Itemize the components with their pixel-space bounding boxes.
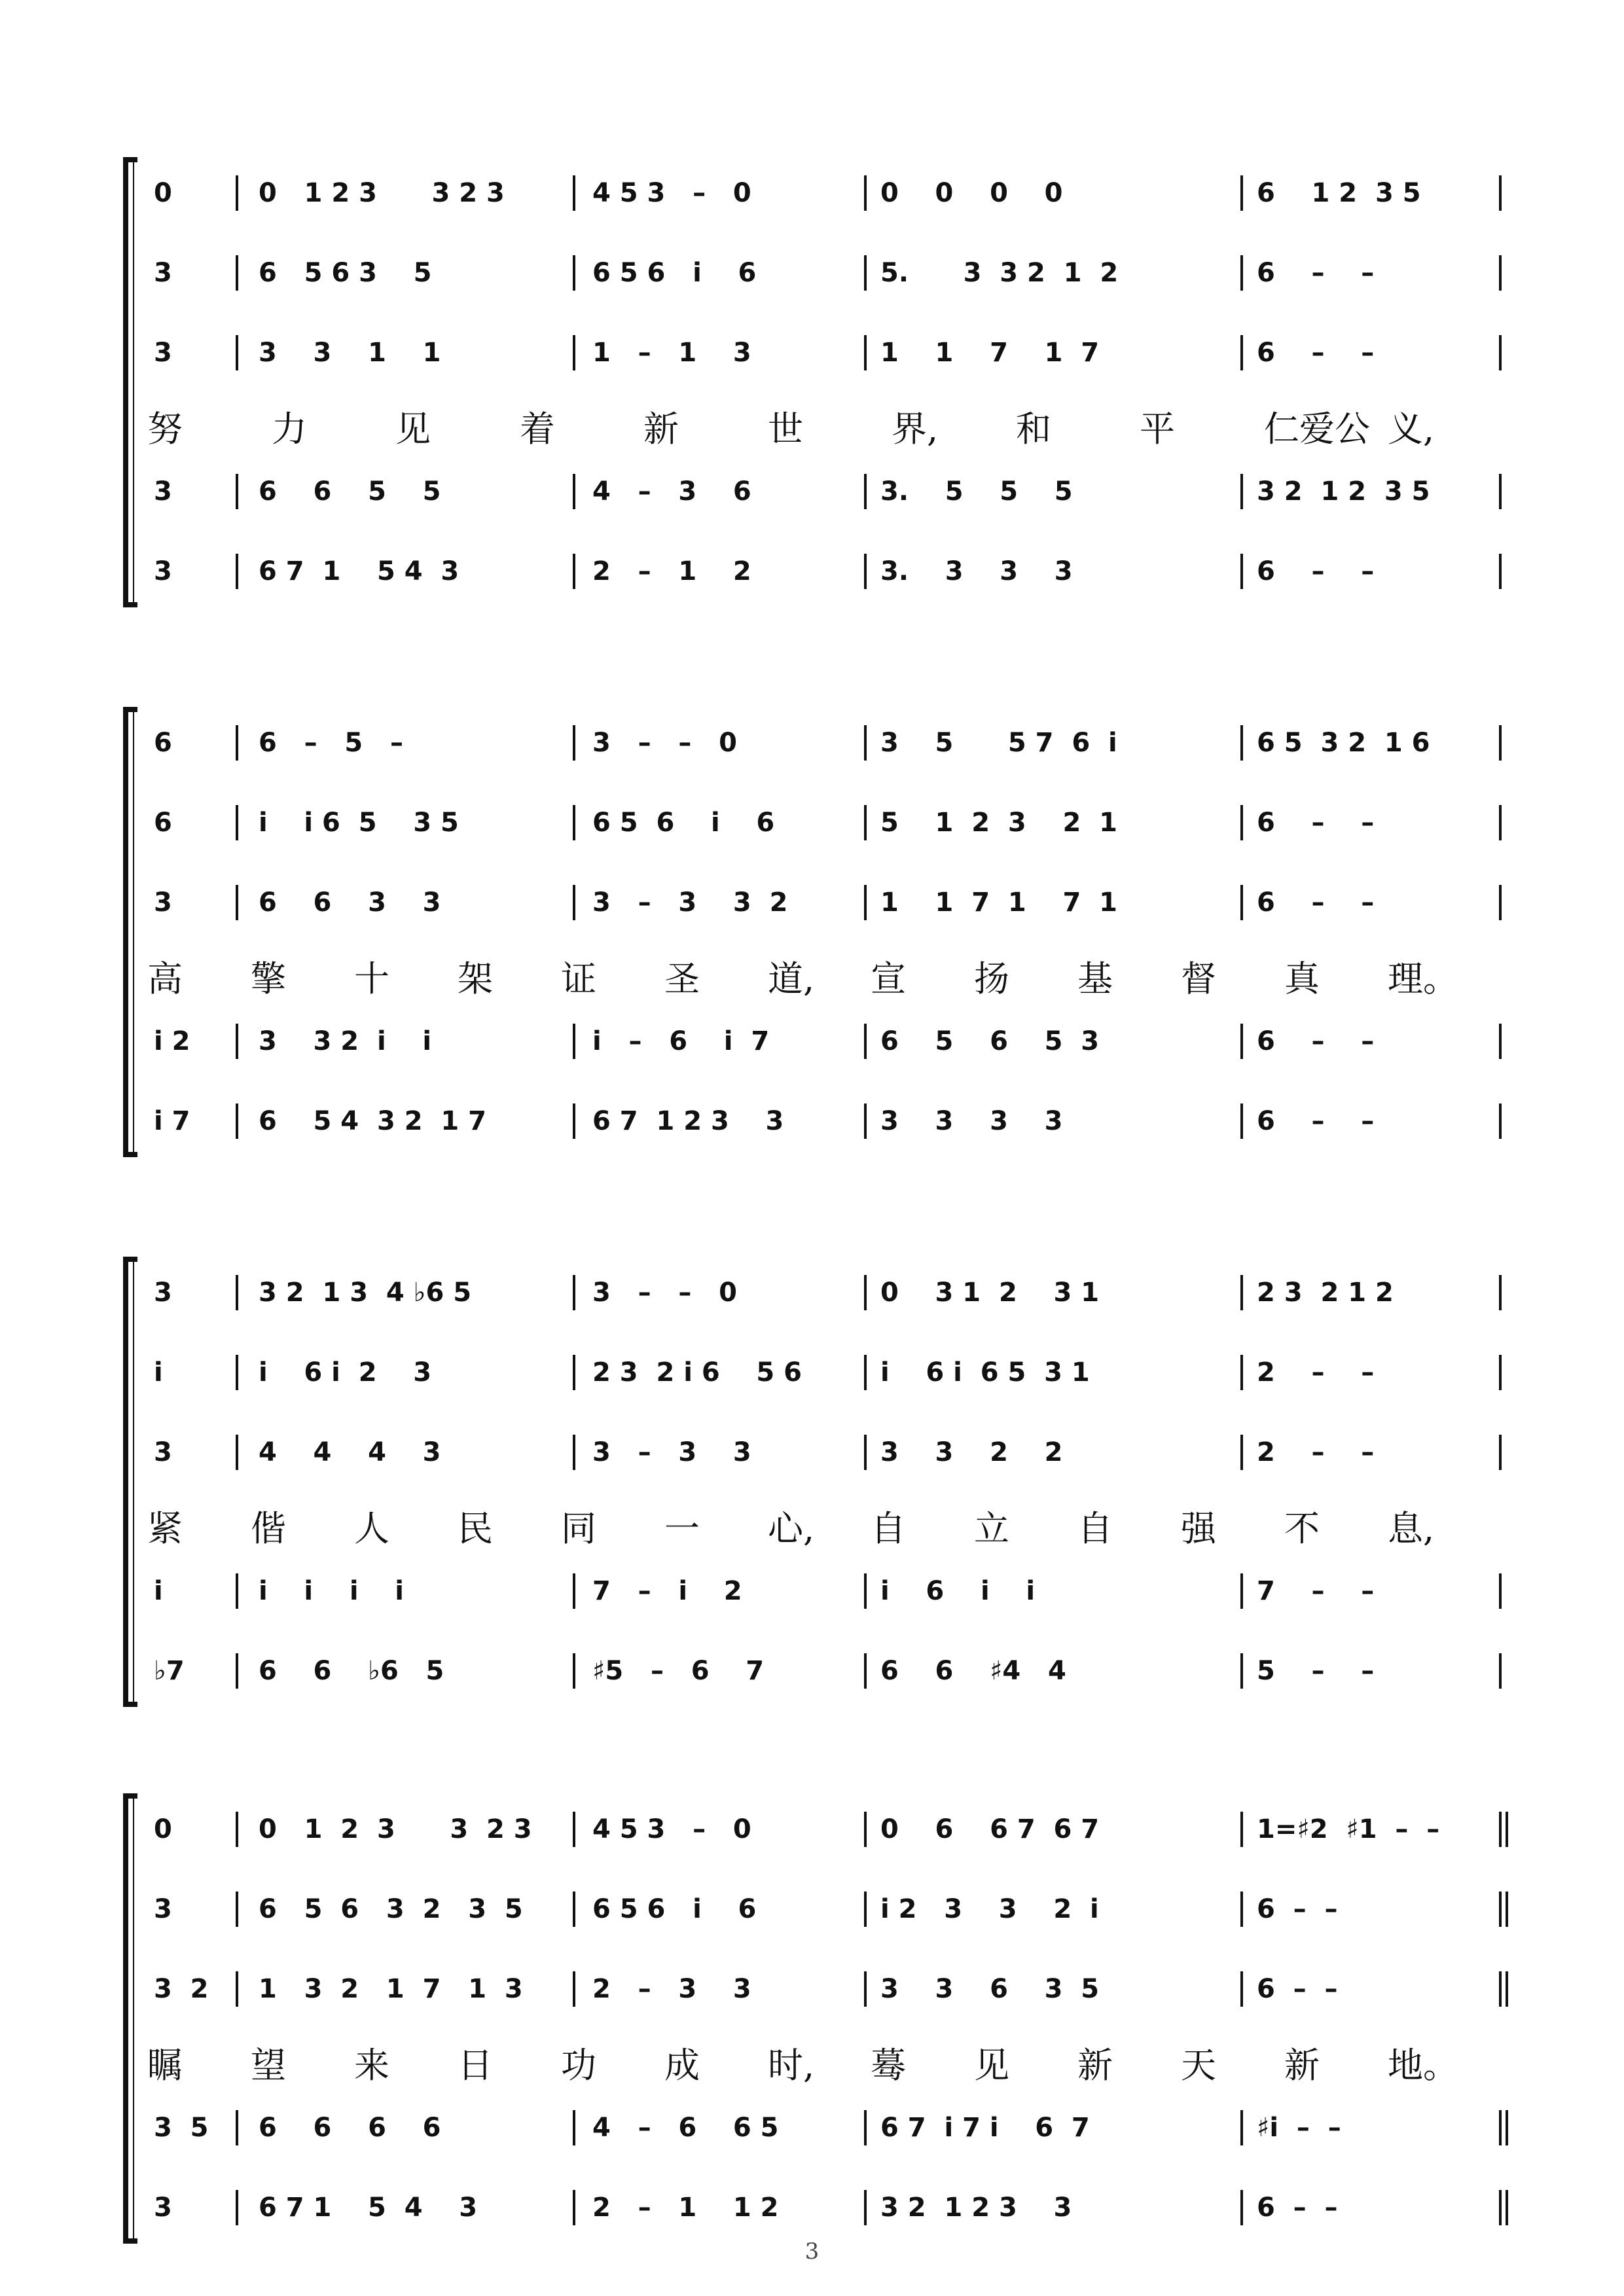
measure: 2 3 2 i 6 5 6 [592, 1357, 802, 1388]
barline [573, 474, 575, 509]
measure: 3 2 1 2 3 5 [1257, 476, 1430, 507]
barline [236, 1103, 238, 1139]
measure: 3 3 3 3 [880, 1106, 1063, 1136]
measure: 2 – – [1257, 1437, 1375, 1467]
voice-row [0, 800, 1624, 846]
measure: 6 – – [1257, 556, 1375, 586]
measure: 6 – – [1257, 2193, 1338, 2223]
barline [1240, 1971, 1243, 2007]
barline [864, 1435, 867, 1470]
lyric-line [0, 953, 1624, 1005]
barline [573, 1812, 575, 1847]
barline [573, 1892, 575, 1927]
barline [573, 725, 575, 761]
measure: i 6 i 2 3 [259, 1357, 432, 1388]
measure: 3. 3 3 3 [880, 556, 1073, 586]
barline [1499, 885, 1502, 920]
voice-row [0, 2185, 1624, 2231]
barline [864, 474, 867, 509]
lyric-syllable: 新 [1077, 2045, 1113, 2086]
measure: 6 – – [1257, 258, 1375, 288]
measure: 5. 3 3 2 1 2 [880, 258, 1119, 288]
barline [1240, 1435, 1243, 1470]
barline [236, 335, 238, 370]
measure: 3 3 2 2 [880, 1437, 1063, 1467]
measure: 6 5 6 3 5 [259, 258, 432, 288]
measure: i 2 3 3 2 i [880, 1894, 1099, 1924]
lyric-syllable: 功 [561, 2045, 596, 2086]
measure: i i i i [259, 1576, 404, 1606]
measure: 6 – – [1257, 1106, 1375, 1136]
barline [864, 1812, 867, 1847]
measure: 2 – – [1257, 1357, 1375, 1388]
lyric-syllable: 道, [768, 958, 815, 999]
barline [573, 885, 575, 920]
pickup-measure: 3 [154, 338, 172, 368]
lyric-syllable: 一 [664, 1508, 700, 1549]
barline [1240, 2190, 1243, 2225]
barline [236, 1892, 238, 1927]
pickup-measure: i 2 [154, 1026, 190, 1056]
pickup-measure: 3 2 [154, 1974, 209, 2004]
system-bracket [118, 1793, 144, 2244]
lyric-syllable: 新 [643, 408, 679, 450]
barline [236, 885, 238, 920]
barline [1240, 725, 1243, 761]
measure: 3. 5 5 5 [880, 476, 1073, 507]
measure: 6 5 6 i 6 [592, 808, 775, 838]
voice-row [0, 170, 1624, 216]
lyric-syllable: 见 [395, 408, 431, 450]
barline [1240, 1653, 1243, 1689]
measure: i 6 i i [880, 1576, 1036, 1606]
barline [864, 255, 867, 291]
measure: 6 7 i 7 i 6 7 [880, 2113, 1090, 2143]
lyric-syllable: 紧 [147, 1508, 183, 1549]
lyric-syllable: 地。 [1388, 2045, 1458, 2086]
barline [236, 1971, 238, 2007]
voice-row [0, 469, 1624, 514]
measure: 6 6 ♭6 5 [259, 1656, 444, 1686]
barline [1240, 805, 1243, 840]
pickup-measure: 3 [154, 1278, 172, 1308]
barline [1240, 1812, 1243, 1847]
measure: 6 – – [1257, 1026, 1375, 1056]
lyric-syllable: 十 [354, 958, 389, 999]
measure: 6 5 4 3 2 1 7 [259, 1106, 487, 1136]
barline [1499, 1275, 1502, 1310]
measure: 6 5 6 5 3 [880, 1026, 1100, 1056]
barline [573, 335, 575, 370]
measure: 6 5 3 2 1 6 [1257, 728, 1430, 758]
measure: 3 3 6 3 5 [880, 1974, 1100, 2004]
barline [1240, 554, 1243, 589]
barline [864, 805, 867, 840]
lyric-syllable: 扬 [974, 958, 1009, 999]
barline [573, 2190, 575, 2225]
lyric-syllable: 理。 [1388, 958, 1458, 999]
measure: 0 0 0 0 [880, 178, 1063, 208]
barline [573, 1355, 575, 1390]
final-barline [1499, 1892, 1508, 1927]
barline [864, 554, 867, 589]
measure: 6 7 1 5 4 3 [259, 2193, 478, 2223]
lyric-syllable: 同 [561, 1508, 596, 1549]
lyric-syllable: 蓦 [871, 2045, 906, 2086]
barline [864, 1103, 867, 1139]
lyric-syllable: 不 [1284, 1508, 1320, 1549]
lyric-syllable: 来 [354, 2045, 389, 2086]
lyric-line [0, 1503, 1624, 1555]
lyric-syllable: 督 [1181, 958, 1216, 999]
barline [573, 1971, 575, 2007]
lyric-syllable: 自 [1077, 1508, 1113, 1549]
measure: 3 5 5 7 6 i [880, 728, 1117, 758]
lyric-syllable: 见 [974, 2045, 1009, 2086]
measure: 6 5 6 i 6 [592, 258, 757, 288]
barline [864, 725, 867, 761]
barline [1240, 335, 1243, 370]
barline [1240, 2110, 1243, 2145]
barline [864, 335, 867, 370]
measure: ♯i – – [1257, 2113, 1341, 2143]
measure: 1 1 7 1 7 [880, 338, 1100, 368]
barline [864, 1653, 867, 1689]
measure: 6 – – [1257, 888, 1375, 918]
measure: 6 – 5 – [259, 728, 403, 758]
barline [1240, 1275, 1243, 1310]
measure: i – 6 i 7 [592, 1026, 770, 1056]
barline [573, 1103, 575, 1139]
measure: 6 6 6 6 [259, 2113, 441, 2143]
final-barline [1499, 2110, 1508, 2145]
barline [864, 1573, 867, 1609]
measure: 0 1 2 3 3 2 3 [259, 1814, 532, 1844]
barline [864, 2190, 867, 2225]
measure: 3 3 2 i i [259, 1026, 432, 1056]
lyric-syllable: 宣 [871, 958, 906, 999]
barline [573, 2110, 575, 2145]
voice-row [0, 1098, 1624, 1144]
pickup-measure: 3 [154, 258, 172, 288]
barline [1499, 805, 1502, 840]
barline [236, 725, 238, 761]
pickup-measure: 3 [154, 476, 172, 507]
lyric-syllable: 望 [251, 2045, 286, 2086]
lyric-syllable: 仁爱公 [1264, 408, 1370, 450]
voice-row [0, 2105, 1624, 2151]
measure: 3 2 1 3 4 ♭6 5 [259, 1278, 472, 1308]
voice-row [0, 1966, 1624, 2012]
measure: i i 6 5 3 5 [259, 808, 459, 838]
barline [1240, 1573, 1243, 1609]
voice-row [0, 720, 1624, 766]
measure: 5 – – [1257, 1656, 1375, 1686]
lyric-syllable: 成 [664, 2045, 700, 2086]
barline [573, 554, 575, 589]
measure: 6 – – [1257, 808, 1375, 838]
barline [573, 1653, 575, 1689]
barline [864, 1275, 867, 1310]
barline [864, 1892, 867, 1927]
measure: 3 – – 0 [592, 728, 737, 758]
barline [1499, 1653, 1502, 1689]
barline [1240, 1103, 1243, 1139]
pickup-measure: 6 [154, 728, 172, 758]
barline [236, 1653, 238, 1689]
pickup-measure: i 7 [154, 1106, 190, 1136]
lyric-syllable: 自 [871, 1508, 906, 1549]
measure: 3 3 1 1 [259, 338, 441, 368]
lyric-syllable: 立 [974, 1508, 1009, 1549]
barline [236, 2190, 238, 2225]
barline [864, 1024, 867, 1059]
measure: 3 – 3 3 [592, 1437, 751, 1467]
lyric-syllable: 息, [1388, 1508, 1435, 1549]
lyric-syllable: 日 [458, 2045, 493, 2086]
measure: 4 5 3 – 0 [592, 178, 751, 208]
pickup-measure: 3 5 [154, 2113, 209, 2143]
voice-row [0, 330, 1624, 376]
measure: 0 3 1 2 3 1 [880, 1278, 1100, 1308]
barline [573, 805, 575, 840]
barline [573, 175, 575, 211]
lyric-syllable: 平 [1140, 408, 1175, 450]
lyric-syllable: 人 [354, 1508, 389, 1549]
voice-row [0, 1270, 1624, 1316]
pickup-measure: 0 [154, 1814, 172, 1844]
final-barline [1499, 1812, 1508, 1847]
measure: 4 4 4 3 [259, 1437, 441, 1467]
lyric-syllable: 高 [147, 958, 183, 999]
voice-row [0, 1429, 1624, 1475]
measure: 6 7 1 2 3 3 [592, 1106, 784, 1136]
pickup-measure: i [154, 1357, 163, 1388]
barline [573, 255, 575, 291]
lyric-syllable: 民 [458, 1508, 493, 1549]
barline [573, 1275, 575, 1310]
lyric-syllable: 圣 [664, 958, 700, 999]
pickup-measure: 0 [154, 178, 172, 208]
barline [1499, 255, 1502, 291]
barline [236, 2110, 238, 2145]
pickup-measure: 6 [154, 808, 172, 838]
measure: 1 – 1 3 [592, 338, 751, 368]
lyric-syllable: 世 [768, 408, 803, 450]
system-bracket [118, 707, 144, 1157]
lyric-syllable: 努 [147, 408, 183, 450]
barline [1240, 1355, 1243, 1390]
measure: 4 – 6 6 5 [592, 2113, 779, 2143]
barline [864, 175, 867, 211]
barline [1240, 474, 1243, 509]
barline [1499, 1435, 1502, 1470]
barline [236, 1275, 238, 1310]
barline [1499, 1024, 1502, 1059]
voice-row [0, 1568, 1624, 1614]
measure: 2 – 1 2 [592, 556, 751, 586]
measure: 4 5 3 – 0 [592, 1814, 751, 1844]
pickup-measure: 3 [154, 2193, 172, 2223]
measure: 3 – – 0 [592, 1278, 737, 1308]
barline [236, 805, 238, 840]
lyric-syllable: 义, [1388, 408, 1435, 450]
voice-row [0, 1018, 1624, 1064]
lyric-syllable: 力 [272, 408, 307, 450]
page-number: 3 [804, 2238, 820, 2265]
pickup-measure: 3 [154, 888, 172, 918]
barline [1499, 1573, 1502, 1609]
lyric-syllable: 瞩 [147, 2045, 183, 2086]
barline [864, 1971, 867, 2007]
measure: 6 1 2 3 5 [1257, 178, 1421, 208]
barline [1240, 1892, 1243, 1927]
barline [864, 885, 867, 920]
barline [236, 474, 238, 509]
barline [236, 1812, 238, 1847]
barline [236, 255, 238, 291]
lyric-syllable: 天 [1181, 2045, 1216, 2086]
lyric-syllable: 新 [1284, 2045, 1320, 2086]
measure: 3 2 1 2 3 3 [880, 2193, 1072, 2223]
pickup-measure: i [154, 1576, 163, 1606]
barline [236, 1435, 238, 1470]
barline [864, 1355, 867, 1390]
measure: 1 3 2 1 7 1 3 [259, 1974, 523, 2004]
measure: 6 6 5 5 [259, 476, 441, 507]
measure: 0 1 2 3 3 2 3 [259, 178, 505, 208]
final-barline [1499, 2190, 1508, 2225]
pickup-measure: 3 [154, 1894, 172, 1924]
lyric-syllable: 界, [892, 408, 939, 450]
measure: 2 – 1 1 2 [592, 2193, 779, 2223]
barline [236, 175, 238, 211]
barline [1240, 255, 1243, 291]
voice-row [0, 548, 1624, 594]
barline [864, 2110, 867, 2145]
measure: 6 5 6 3 2 3 5 [259, 1894, 523, 1924]
measure: 6 – – [1257, 338, 1375, 368]
lyric-line [0, 2039, 1624, 2092]
lyric-syllable: 架 [458, 958, 493, 999]
measure: ♯5 – 6 7 [592, 1656, 765, 1686]
pickup-measure: 3 [154, 1437, 172, 1467]
lyric-syllable: 基 [1077, 958, 1113, 999]
barline [573, 1024, 575, 1059]
lyric-syllable: 证 [561, 958, 596, 999]
barline [236, 554, 238, 589]
barline [1499, 554, 1502, 589]
measure: 1 1 7 1 7 1 [880, 888, 1117, 918]
pickup-measure: ♭7 [154, 1656, 185, 1686]
measure: 5 1 2 3 2 1 [880, 808, 1117, 838]
measure: 2 – 3 3 [592, 1974, 751, 2004]
barline [1499, 1103, 1502, 1139]
pickup-measure: 3 [154, 556, 172, 586]
barline [1499, 474, 1502, 509]
measure: 2 3 2 1 2 [1257, 1278, 1394, 1308]
measure: i 6 i 6 5 3 1 [880, 1357, 1090, 1388]
lyric-syllable: 强 [1181, 1508, 1216, 1549]
lyric-syllable: 偕 [251, 1508, 286, 1549]
barline [1499, 175, 1502, 211]
measure: 6 – – [1257, 1974, 1338, 2004]
measure: 1=♯2 ♯1 – – [1257, 1814, 1440, 1844]
barline [236, 1355, 238, 1390]
barline [1240, 175, 1243, 211]
system-bracket [118, 1257, 144, 1707]
measure: 7 – – [1257, 1576, 1375, 1606]
barline [1499, 1355, 1502, 1390]
barline [1499, 335, 1502, 370]
final-barline [1499, 1971, 1508, 2007]
voice-row [0, 880, 1624, 925]
measure: 0 6 6 7 6 7 [880, 1814, 1100, 1844]
lyric-syllable: 心, [768, 1508, 815, 1549]
voice-row [0, 1806, 1624, 1852]
measure: 6 5 6 i 6 [592, 1894, 757, 1924]
barline [1499, 725, 1502, 761]
measure: 4 – 3 6 [592, 476, 751, 507]
voice-row [0, 1886, 1624, 1932]
measure: 6 7 1 5 4 3 [259, 556, 460, 586]
lyric-syllable: 着 [520, 408, 555, 450]
measure: 6 6 3 3 [259, 888, 441, 918]
lyric-syllable: 真 [1284, 958, 1320, 999]
voice-row [0, 1648, 1624, 1694]
lyric-syllable: 时, [768, 2045, 815, 2086]
measure: 6 6 ♯4 4 [880, 1656, 1066, 1686]
measure: 6 – – [1257, 1894, 1338, 1924]
voice-row [0, 250, 1624, 296]
barline [1240, 1024, 1243, 1059]
lyric-line [0, 403, 1624, 456]
barline [573, 1435, 575, 1470]
barline [236, 1573, 238, 1609]
lyric-syllable: 和 [1016, 408, 1051, 450]
measure: 7 – i 2 [592, 1576, 742, 1606]
barline [236, 1024, 238, 1059]
lyric-syllable: 擎 [251, 958, 286, 999]
system-bracket [118, 157, 144, 607]
voice-row [0, 1350, 1624, 1395]
barline [573, 1573, 575, 1609]
barline [1240, 885, 1243, 920]
measure: 3 – 3 3 2 [592, 888, 788, 918]
